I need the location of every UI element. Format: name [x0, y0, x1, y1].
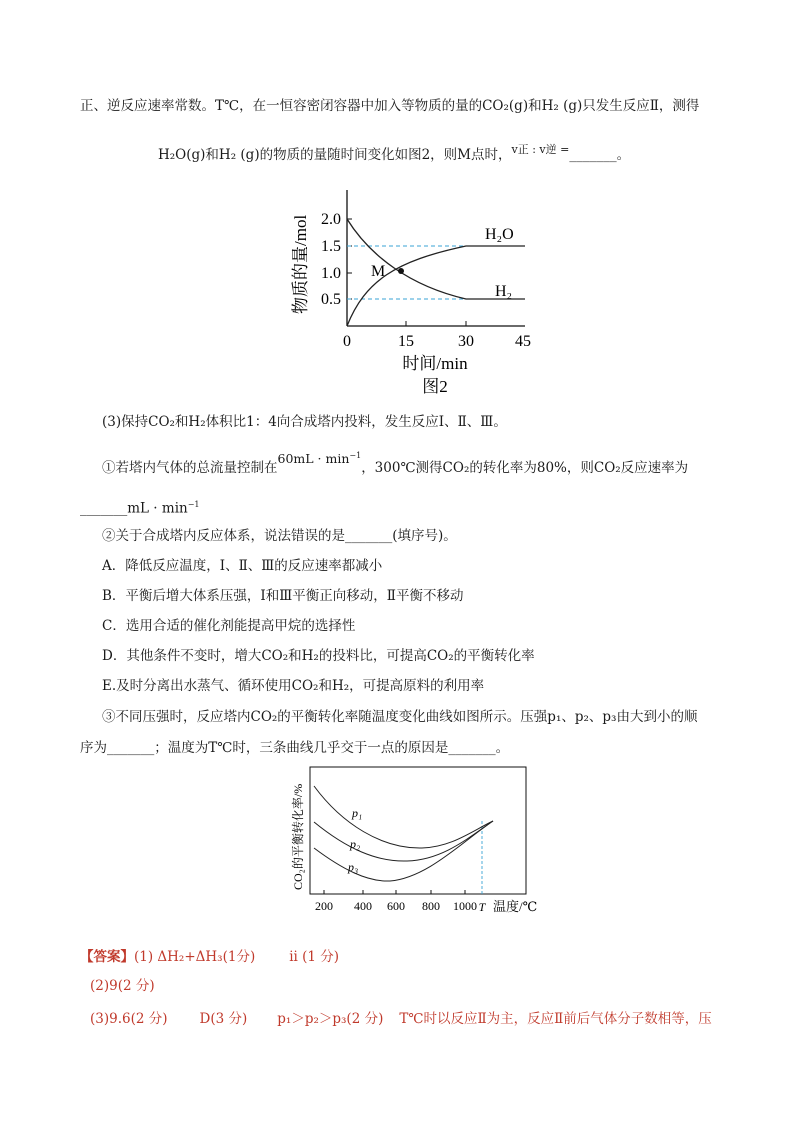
q3-1-flow: $60mL \cdot \min^{-1}$ [277, 451, 362, 467]
fig2-ytick-1p0: 1.0 [321, 265, 341, 282]
intro-line-2-text: H₂O(g)和H₂ (g)的物质的量随时间变化如图2，则M点时， [158, 147, 512, 163]
q3-intro: (3)保持CO₂和H₂体积比1：4向合成塔内投料，发生反应Ⅰ、Ⅱ、Ⅲ。 [102, 414, 507, 430]
rate-ratio: v正 : v逆 = [511, 143, 570, 156]
fig2-axes [347, 190, 525, 326]
fig2-point-m [398, 268, 404, 274]
q3-1-flow-exp: −1 [349, 451, 362, 460]
q3-3-line-1: ③不同压强时，反应塔内CO₂的平衡转化率随温度变化曲线如图所示。压强p₁、p₂、p₃由大到小的顺 [102, 709, 698, 725]
blank-ratio: _______。 [569, 147, 631, 163]
fig2-ytick-0p5: 0.5 [321, 291, 341, 308]
answer-1a: (1) ΔH₂+ΔH₃(1分) [134, 949, 256, 965]
intro-line-2 [158, 143, 631, 165]
fig3-series-p1: p₁ [352, 806, 363, 820]
fig3-xtick-600: 600 [387, 899, 405, 913]
fig3-xtick-200: 200 [315, 899, 333, 913]
answer-3b: D(3 分) [199, 1011, 248, 1027]
fig2-series-h2: H₂ [495, 283, 513, 300]
answer-3a: (3)9.6(2 分) [90, 1011, 168, 1027]
fig2-ytick-2p0: 2.0 [321, 211, 341, 228]
fig2-xtick-0: 0 [343, 333, 351, 350]
q3-3-line-2: 序为_______；温度为T℃时，三条曲线几乎交于一点的原因是_______。 [80, 740, 510, 756]
fig2-ytick-1p5: 1.5 [321, 238, 341, 255]
answer-tag: 【答案】 [80, 949, 134, 965]
fig3-t-label: T [478, 900, 486, 914]
option-c: C．选用合适的催化剂能提高甲烷的选择性 [102, 618, 356, 634]
figure-2 [280, 186, 560, 402]
fig3-xtick-400: 400 [354, 899, 372, 913]
fig3-curve-p1 [314, 786, 493, 848]
fig3-xticks [324, 890, 465, 894]
intro-line-1: 正、逆反应速率常数。T℃，在一恒容密闭容器中加入等物质的量的CO₂(g)和H₂ (g)只发生反应Ⅱ，测得 [80, 98, 700, 114]
q3-2: ②关于合成塔内反应体系，说法错误的是_______(填序号)。 [102, 528, 457, 544]
option-e: E.及时分离出水蒸气、循环使用CO₂和H₂，可提高原料的利用率 [102, 678, 485, 694]
fig2-xtick-15: 15 [398, 333, 414, 350]
fig3-frame [310, 767, 526, 894]
fig2-ylabel: 物质的量/mol [291, 214, 310, 314]
option-a: A．降低反应温度，Ⅰ、Ⅱ、Ⅲ的反应速率都减小 [102, 558, 383, 574]
q3-1-line [102, 451, 689, 477]
q3-1-text-a: ①若塔内气体的总流量控制在 [102, 460, 278, 477]
fig3-xtick-1000: 1000 [453, 899, 477, 913]
fig2-series-h2o: H₂O [485, 226, 514, 243]
option-d: D．其他条件不变时，增大CO₂和H₂的投料比，可提高CO₂的平衡转化率 [102, 648, 535, 664]
answer-3c: p₁＞p₂＞p₃(2 分) [277, 1011, 384, 1027]
fig2-xtick-45: 45 [515, 333, 531, 350]
fig3-xlabel: 温度/℃ [493, 899, 538, 914]
fig3-series-p2: p₂ [350, 837, 361, 851]
answer-line-1 [80, 948, 339, 966]
q3-1-c-exp: −1 [187, 500, 200, 509]
fig2-caption: 图2 [422, 377, 448, 396]
fig2-xtick-30: 30 [458, 333, 474, 350]
q3-1-text-b: ，300℃测得CO₂的转化率为80%，则CO₂反应速率为 [361, 460, 689, 477]
answer-1b: ii (1 分) [289, 949, 340, 965]
answer-line-3 [90, 1010, 712, 1028]
figure-3 [282, 764, 552, 924]
fig3-ylabel: CO₂的平衡转化率/% [291, 783, 305, 890]
q3-1-text-c: _______mL · min [80, 500, 188, 517]
fig2-xlabel: 时间/min [402, 354, 468, 373]
option-b: B．平衡后增大体系压强，Ⅰ和Ⅲ平衡正向移动，Ⅱ平衡不移动 [102, 588, 464, 604]
answer-line-2: (2)9(2 分) [90, 978, 155, 994]
fig3-curve-p3 [314, 821, 493, 881]
fig3-series-p3: p₃ [348, 860, 359, 874]
q3-1-answer-line [80, 496, 200, 518]
answer-3d: T℃时以反应Ⅱ为主，反应Ⅱ前后气体分子数相等，压 [399, 1011, 712, 1027]
fig2-point-m-label: M [371, 263, 386, 280]
fig3-xtick-800: 800 [422, 899, 440, 913]
